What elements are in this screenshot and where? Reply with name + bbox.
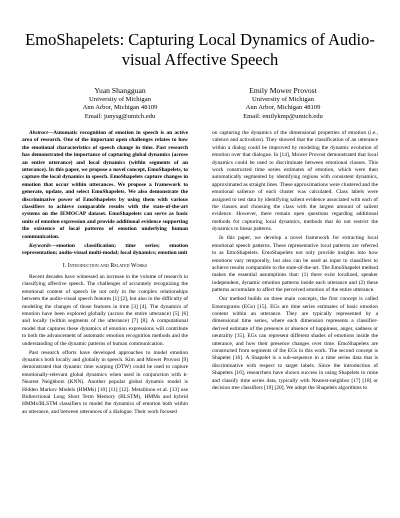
author-name: Emily Mower Provost [249, 86, 317, 95]
keywords-text: —emotion classification; time series; emotion representation; audio-visual multi-modal; local dynamics; emotion unit [22, 242, 188, 257]
author-location: Ann Arbor, Michigan 48109 [245, 104, 321, 112]
author-name: Yuan Shangguan [94, 86, 146, 95]
left-column [22, 130, 188, 418]
body-paragraph: Past research efforts have developed approaches to model emotion dynamics both locally and globally in speech. Kim and Mower Provost [9] demonstrated that dynamic time warping (DTW) could be used to capture emotionally-relevant global dynamics when used in conjunction with k-Nearest Neighbors (KNN). Another popular global dynamic model is Hidden Markov Models (HMMs) [10] [11] [12]. Metallinou et al. [13] use Bidirectional Long Short Term Memory (BLSTM), HMMs and hybrid HMMs/BLSTM classifiers to model the dynamics of emotion both within an utterance, and between utterances of a dialogue. Their work focused [22, 349, 188, 415]
abstract-text: —Automatic recognition of emotion in speech is an active area of research. One of the important open challenges relates to how the emotional characteristics of speech change in time. Past research has demonstrated the importance of capturing global dynamics (across an entire utterance) and local dynamics (within segments of an utterance). In this paper, we propose a novel concept, EmoShapelets, to capture the local dynamics in speech. EmoShapelets capture changes in emotion that occur within utterances. We propose a framework to generate, update, and select EmoShapelets. We also demonstrate the discriminative power of EmoShapelets by using them with various classifiers to achieve comparable results with the state-of-the-art systems on the IEMOCAP dataset. EmoShapelets can serve as basic units of emotion expression and provide additional evidence supporting the existence of local patterns of emotion underlying human communication. [22, 130, 188, 240]
keywords-label: Keywords [29, 242, 51, 249]
body-paragraph: In this paper, we develop a novel framework for extracting local emotional speech patterns. These representative local patterns are referred to as EmoShapelets. EmoShapelets not only provide insights into how emotions vary temporally, but also can be used as input to classifiers to achieve results comparable to the state-of-the-art. The EmoShapelet method makes the essential assumptions that: (1) there exist localized, speaker independent, dynamic emotion patterns inside each utterance and (2) these patterns accumulate to affect the perceived emotion of the entire utterance. [212, 235, 378, 294]
author-email: Email: emilykmp@umich.edu [243, 112, 323, 120]
author-block-1 [45, 86, 195, 121]
author-email: Email: junysg@umich.edu [84, 112, 156, 120]
section-heading: I. Introduction and Related Works [62, 262, 148, 269]
body-paragraph: on capturing the dynamics of the dimensional properties of emotion (i.e., valence and activation). They showed that the classification of an utterance within a dialog could be improved by modeling the dynamic evolution of emotion over that dialogue. In [14], Mower Provost demonstrated that local dynamics could be used to discriminate between emotional classes. This work constructed time series estimates of emotion, which were then automatically segmented by identifying regions with consistent dynamics, approximated as straight lines. These approximations were clustered and the emotional salience of each cluster was calculated. Class labels were assigned to test data by identifying salient evidence associated with each of the classes and choosing the class with the largest amount of salient evidence. However, there remain open questions regarding additional methods for capturing local dynamics, methods that do not restrict the dynamics to linear patterns. [212, 130, 378, 233]
body-paragraph: Our method builds on three main concepts, the first concept is called Emotograms (EGs) [15]. EGs are time series estimates of basic emotion content within an utterance. They are typically represented by a dimensional time series, where each dimension represents a classifier-derived estimate of the presence or absence of happiness, anger, sadness or neutrality [15]. EGs can represent different shades of emotions inside the utterance, and how their presence changes over time. EmoShapelets are constructed from segments of the EGs in this work. The second concept is Shapelet [16]. A Shapelet is a sub-sequence in a time series data that is discriminative with respect to target labels. Since the introduction of Shapelets [16], researchers have shown success in using Shapelets to mine and classify time series data, typically with Nearest-neighbor [17] [18] or decision tree classifiers [19] [20]. We adopt the Shapelets algorithms to [212, 296, 378, 391]
keywords [22, 243, 188, 258]
abstract [22, 130, 188, 241]
right-column [212, 130, 378, 394]
author-block-2 [208, 86, 358, 121]
author-location: Ann Arbor, Michigan 48109 [82, 104, 158, 112]
paper-title: EmoShapelets: Capturing Local Dynamics of Audio-visual Affective Speech [25, 30, 375, 69]
body-paragraph: Recent decades have witnessed an increase in the volume of research in classifying affective speech. The challenges of accurately recognizing the emotional content of speech lie not only in the complex relationships between the audio-visual speech features [1] [2], but also in the difficulty of modeling the changes of those features in time [3] [4]. The dynamics of emotion have been explored globally (across the entire utterance) [5] [6] and locally (within segments of the utterance) [7] [8]. A computational model that captures these dynamics of emotion expressions will contribute to both the advancement of automatic emotion recognition methods and the understanding of the dynamic patterns of human communication. [22, 273, 188, 347]
abstract-label: Abstract [29, 130, 48, 136]
author-affiliation: University of Michigan [252, 96, 314, 103]
author-affiliation: University of Michigan [89, 96, 151, 103]
